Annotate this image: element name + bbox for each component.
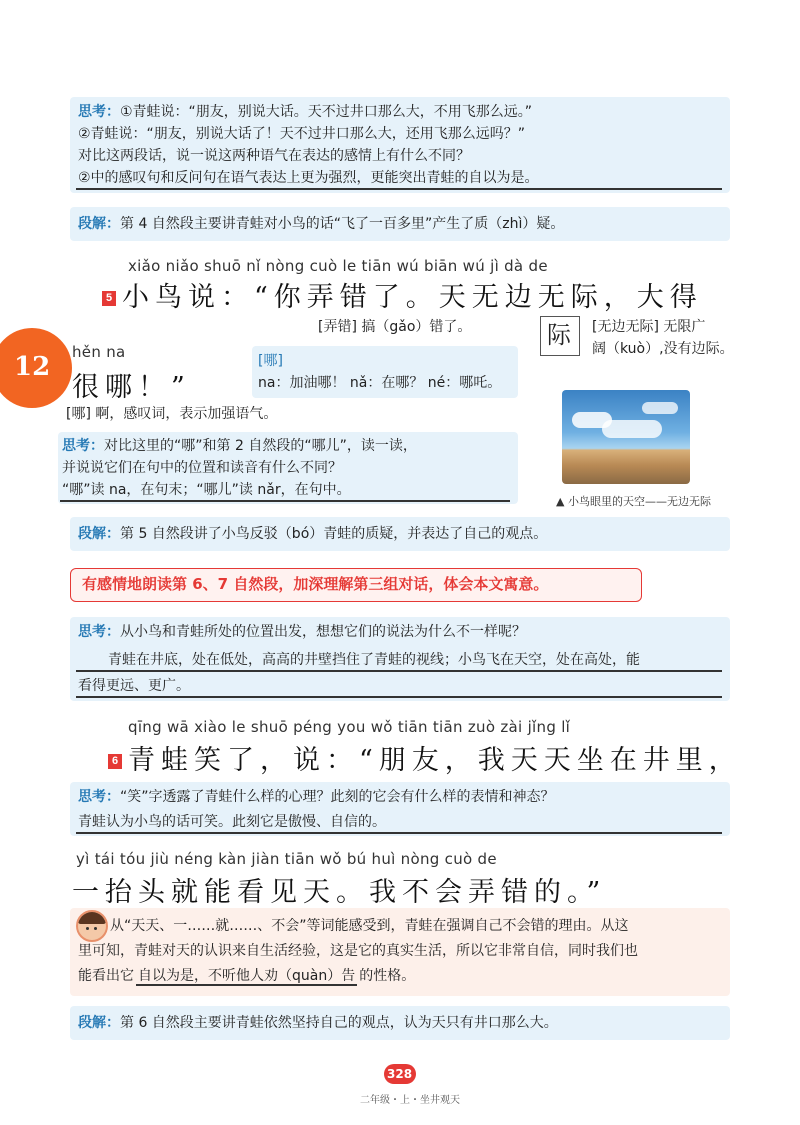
pinyin-line-2: hěn na [72, 343, 126, 361]
text-content: 小鸟说：“你弄错了。天无边无际，大得 [122, 282, 703, 313]
photo-caption: ▲ 小鸟眼里的天空——无边无际 [556, 495, 711, 508]
tip-line-1: 从“天天、一……就……、不会”等词能感受到，青蛙在强调自己不会错的理由。从这 [110, 918, 629, 934]
think-text: ①青蛙说：“朋友，别说大话。天不过井口那么大，不用飞那么远。” [120, 104, 533, 120]
answer-underline [76, 188, 722, 190]
analysis-text: 第 6 自然段主要讲青蛙依然坚持自己的观点，认为天只有井口那么大。 [120, 1015, 558, 1031]
pronunciation-title: [哪] [258, 353, 283, 369]
think-text: 对比这里的“哪”和第 2 自然段的“哪儿”，读一读， [104, 438, 417, 454]
think-line-1 [78, 623, 526, 641]
answer-underline [76, 670, 722, 672]
tip-line-3 [78, 967, 415, 985]
char-box-glyph: 际 [547, 321, 571, 349]
think-label: 思考： [78, 104, 120, 120]
tip-line-2: 里可知，青蛙对天的认识来自生活经验，这是它的真实生活，所以它非常自信，同时我们也 [78, 943, 638, 959]
think-answer: “哪”读 na，在句末；“哪儿”读 nǎr，在句中。 [62, 482, 351, 498]
vocab-note-wubian-2: 阔（kuò）,没有边际。 [592, 341, 734, 357]
reading-banner-text: 有感情地朗读第 6、7 自然段，加深理解第三组对话，体会本文寓意。 [82, 575, 549, 593]
tip-text: 能看出它 [78, 968, 134, 984]
paragraph-number: 5 [102, 291, 116, 306]
text-line [102, 275, 703, 314]
page-number: 328 [387, 1067, 413, 1081]
footer-book-title: 二年级・上・坐井观天 [360, 1095, 460, 1106]
text-line-2: 很哪！” [72, 372, 191, 403]
analysis-label: 段解： [78, 526, 120, 542]
think-line-1 [78, 103, 532, 121]
vocab-note-nongcuo: [弄错] 搞（gǎo）错了。 [318, 319, 472, 335]
think-label: 思考： [78, 789, 120, 805]
text-content: 青蛙笑了，说：“朋友，我天天坐在井里， [128, 745, 742, 776]
think-line-1 [78, 788, 555, 806]
pinyin-line: qīng wā xiào le shuō péng you wǒ tiān tiān zuò zài jǐng lǐ [128, 718, 571, 736]
pronunciation-text: na：加油哪！ nǎ：在哪？ né：哪吒。 [258, 375, 502, 391]
think-answer: 青蛙认为小鸟的话可笑。此刻它是傲慢、自信的。 [78, 814, 386, 830]
vocab-note-na: [哪] 啊，感叹词，表示加强语气。 [66, 406, 278, 422]
pinyin-line: xiǎo niǎo shuō nǐ nòng cuò le tiān wú biān wú jì dà de [128, 257, 548, 275]
paragraph-analysis [78, 1014, 558, 1032]
think-answer: 青蛙在井底，处在低处，高高的井壁挡住了青蛙的视线；小鸟飞在天空，处在高处，能 [108, 652, 640, 668]
analysis-label: 段解： [78, 216, 120, 232]
think-line-1 [62, 437, 417, 455]
answer-underline [76, 696, 722, 698]
analysis-text: 第 4 自然段主要讲青蛙对小鸟的话“飞了一百多里”产生了质（zhì）疑。 [120, 216, 565, 232]
answer-underline [60, 500, 510, 502]
think-answer-2: 看得更远、更广。 [78, 678, 190, 694]
think-label: 思考： [78, 624, 120, 640]
think-label: 思考： [62, 438, 104, 454]
chapter-number: 12 [14, 352, 51, 382]
sky-photo [562, 390, 690, 484]
tip-text-end: 的性格。 [359, 968, 416, 984]
analysis-label: 段解： [78, 1015, 120, 1031]
text-line [108, 738, 742, 777]
answer-underline [76, 832, 722, 834]
vocab-note-wubian: [无边无际] 无限广 [592, 319, 706, 335]
paragraph-analysis [78, 215, 564, 233]
think-line-2: ②青蛙说：“朋友，别说大话了！天不过井口那么大，还用飞那么远吗？” [78, 126, 526, 142]
think-answer: ②中的感叹句和反问句在语气表达上更为强烈，更能突出青蛙的自以为是。 [78, 170, 539, 186]
analysis-text: 第 5 自然段讲了小鸟反驳（bó）青蛙的质疑，并表达了自己的观点。 [120, 526, 548, 542]
think-line-2: 并说说它们在句中的位置和读音有什么不同？ [62, 460, 342, 476]
tip-underlined-text: 自以为是，不听他人劝（quàn）告 [138, 968, 356, 984]
text-line-2: 一抬头就能看见天。我不会弄错的。” [72, 877, 607, 908]
girl-avatar-icon [76, 910, 108, 942]
think-text: 从小鸟和青蛙所处的位置出发，想想它们的说法为什么不一样呢？ [120, 624, 526, 640]
pinyin-line-2: yì tái tóu jiù néng kàn jiàn tiān wǒ bú huì nòng cuò de [76, 850, 497, 868]
paragraph-number: 6 [108, 754, 122, 769]
think-text: “笑”字透露了青蛙什么样的心理？此刻的它会有什么样的表情和神态？ [120, 789, 555, 805]
think-line-3: 对比这两段话，说一说这两种语气在表达的感情上有什么不同？ [78, 148, 470, 164]
paragraph-analysis [78, 525, 547, 543]
